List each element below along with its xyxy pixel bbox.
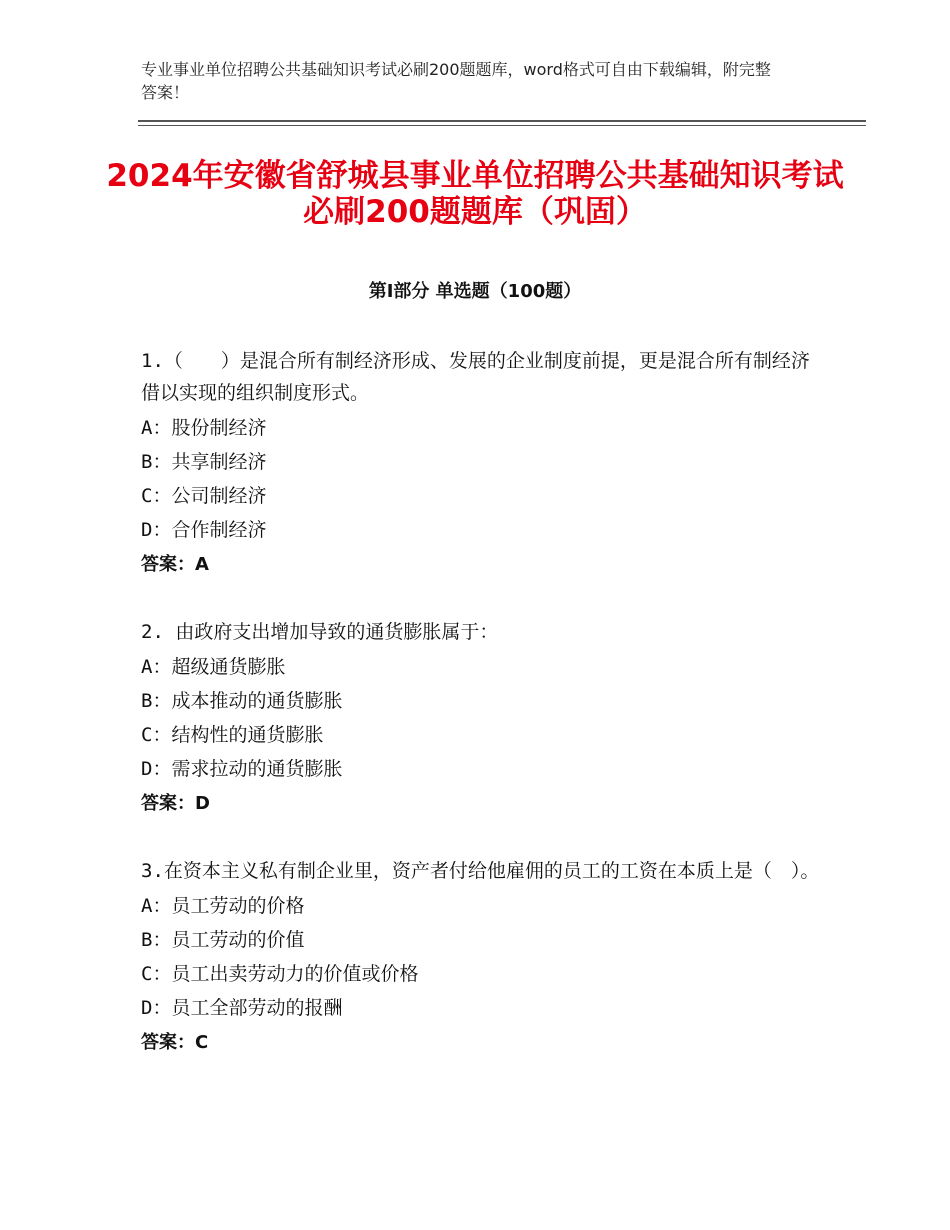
option-b: B：成本推动的通货膨胀 <box>141 690 343 712</box>
section-heading: 第Ⅰ部分 单选题（100题） <box>368 281 582 302</box>
answer: 答案：C <box>141 1032 209 1053</box>
answer: 答案：D <box>141 793 210 814</box>
question-2 <box>141 616 821 822</box>
answer: 答案：A <box>141 554 209 575</box>
option-c: C：员工出卖劳动力的价值或价格 <box>141 963 419 985</box>
question-list <box>141 345 821 1094</box>
option-a: A：员工劳动的价格 <box>141 895 305 917</box>
option-a: A：股份制经济 <box>141 417 267 439</box>
option-d: D：合作制经济 <box>141 519 267 541</box>
question-stem: 1.（ ）是混合所有制经济形成、发展的企业制度前提，更是混合所有制经济借以实现的组织制度形式。 <box>141 350 810 404</box>
option-d: D：员工全部劳动的报酬 <box>141 997 343 1019</box>
question-3 <box>141 855 821 1061</box>
option-a: A：超级通货膨胀 <box>141 656 286 678</box>
option-c: C：结构性的通货膨胀 <box>141 724 324 746</box>
document-title: 2024年安徽省舒城县事业单位招聘公共基础知识考试必刷200题题库（巩固） <box>106 158 844 230</box>
option-d: D：需求拉动的通货膨胀 <box>141 758 343 780</box>
question-1 <box>141 345 821 583</box>
option-b: B：共享制经济 <box>141 451 267 473</box>
header-divider <box>138 120 866 126</box>
question-stem: 2. 由政府支出增加导致的通货膨胀属于： <box>141 621 499 643</box>
question-stem: 3.在资本主义私有制企业里，资产者付给他雇佣的员工的工资在本质上是（ ）。 <box>141 860 820 882</box>
option-c: C：公司制经济 <box>141 485 267 507</box>
option-b: B：员工劳动的价值 <box>141 929 305 951</box>
header-note: 专业事业单位招聘公共基础知识考试必刷200题题库，word格式可自由下载编辑，附完整答案！ <box>141 60 771 102</box>
